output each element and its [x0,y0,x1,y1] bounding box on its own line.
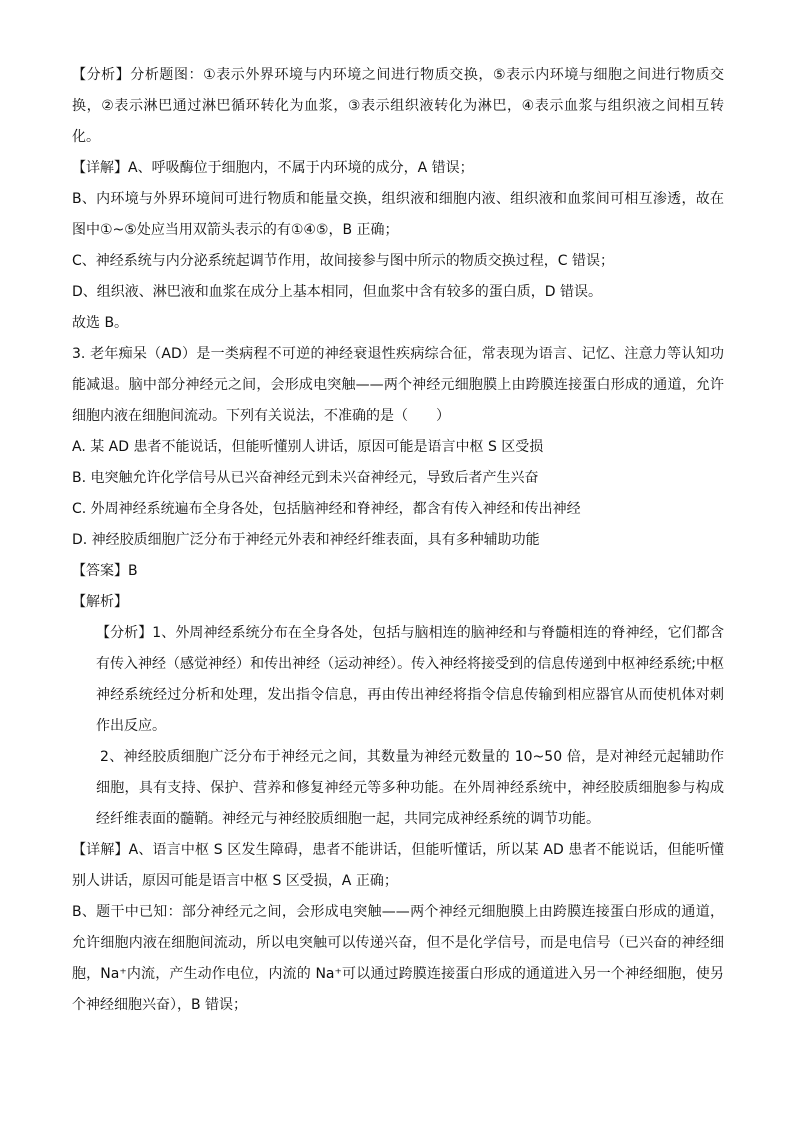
text-line: 别人讲话，原因可能是语言中枢 S 区受损，A 正确； [72,873,398,889]
text-line: 换，②表示淋巴通过淋巴循环转化为血浆，③表示组织液转化为淋巴，④表示血浆与组织液之间相互转 [72,98,724,114]
text-line: 能减退。脑中部分神经元之间，会形成电突触——两个神经元细胞膜上由跨膜连接蛋白形成的通道，允许 [72,377,724,393]
text-line: 2、神经胶质细胞广泛分布于神经元之间，其数量为神经元数量的 10~50 倍，是对神经元起辅助作 [100,749,724,765]
text-line: 个神经细胞兴奋），B 错误； [72,997,248,1013]
text-line: 神经系统经过分析和处理，发出指令信息，再由传出神经将指令信息传输到相应器官从而使机体对刺 [96,687,724,703]
text-line: C. 外周神经系统遍布全身各处，包括脑神经和脊神经，都含有传入神经和传出神经 [72,501,581,517]
text-line: C、神经系统与内分泌系统起调节作用，故间接参与图中所示的物质交换过程，C 错误； [72,253,614,269]
text-line: 图中①~⑤处应当用双箭头表示的有①④⑤，B 正确； [72,222,399,238]
document-page [72,60,724,1021]
text-line: 3. 老年痴呆（AD）是一类病程不可逆的神经衰退性疾病综合征，常表现为语言、记忆、注意力等认知功 [72,346,724,362]
text-line: 经纤维表面的髓鞘。神经元与神经胶质细胞一起，共同完成神经系统的调节功能。 [96,811,600,827]
text-line: 细胞内液在细胞间流动。下列有关说法，不准确的是（ ） [72,408,450,424]
text-line: 作出反应。 [96,718,166,734]
text-line: 【分析】分析题图：①表示外界环境与内环境之间进行物质交换，⑤表示内环境与细胞之间进行物质交 [72,67,724,83]
text-line: B、题干中已知：部分神经元之间，会形成电突触——两个神经元细胞膜上由跨膜连接蛋白形成的通道， [72,904,724,920]
text-line: 【答案】B [72,563,138,579]
text-line: 化。 [72,129,100,145]
text-line: 胞，Na⁺内流，产生动作电位，内流的 Na⁺可以通过跨膜连接蛋白形成的通道进入另一个神经细胞，使另 [72,966,724,982]
text-line: B、内环境与外界环境间可进行物质和能量交换，组织液和细胞内液、组织液和血浆间可相互渗透，故在 [72,191,724,207]
text-line: 允许细胞内液在细胞间流动，所以电突触可以传递兴奋，但不是化学信号，而是电信号（已兴奋的神经细 [72,935,724,951]
text-line: 【详解】A、呼吸酶位于细胞内，不属于内环境的成分，A 错误； [72,160,474,176]
text-line: 【解析】 [72,594,128,610]
text-line: 故选 B。 [72,315,129,331]
text-line: 细胞，具有支持、保护、营养和修复神经元等多种功能。在外周神经系统中，神经胶质细胞参与构成 [96,780,724,796]
text-line: D. 神经胶质细胞广泛分布于神经元外表和神经纤维表面，具有多种辅助功能 [72,532,540,548]
text-line: 【详解】A、语言中枢 S 区发生障碍，患者不能讲话，但能听懂话，所以某 AD 患者不能说话，但能听懂 [72,842,724,858]
text-line: 【分析】1、外周神经系统分布在全身各处，包括与脑相连的脑神经和与脊髓相连的脊神经，它们都含 [96,625,724,641]
text-line: D、组织液、淋巴液和血浆在成分上基本相同，但血浆中含有较多的蛋白质，D 错误。 [72,284,603,300]
text-line: 有传入神经（感觉神经）和传出神经（运动神经）。传入神经将接受到的信息传递到中枢神经系统;中枢 [96,656,724,672]
text-line: A. 某 AD 患者不能说话，但能听懂别人讲话，原因可能是语言中枢 S 区受损 [72,439,544,455]
text-line: B. 电突触允许化学信号从已兴奋神经元到未兴奋神经元，导致后者产生兴奋 [72,470,539,486]
